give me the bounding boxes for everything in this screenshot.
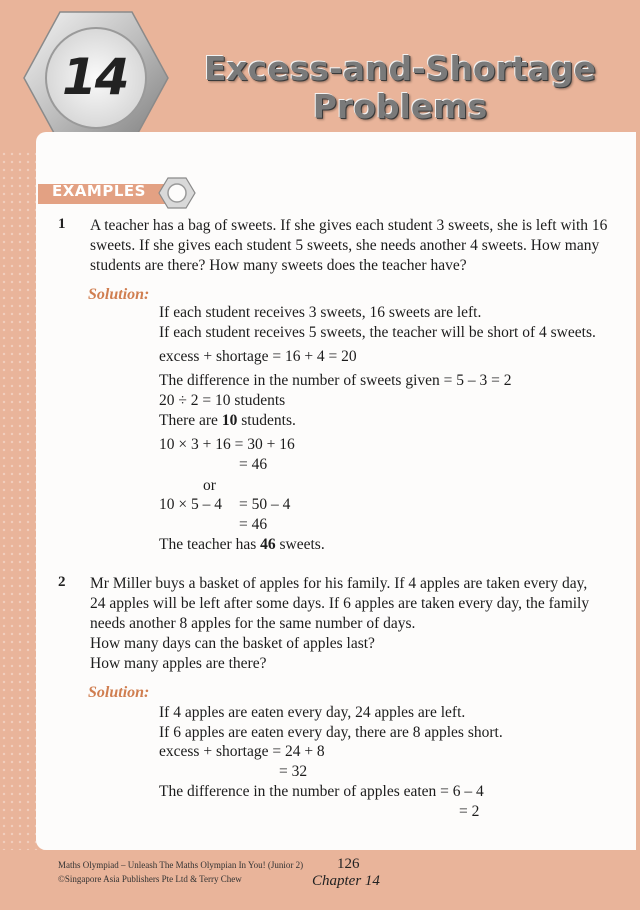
solution-line: 10 × 3 + 16 = 30 + 16	[159, 436, 295, 453]
question-line: A teacher has a bag of sweets. If she gives each student 3 sweets, she is left with 16	[90, 217, 608, 234]
solution-line: or	[203, 477, 216, 494]
book-title: Maths Olympiad – Unleash The Maths Olympian In You! (Junior 2)	[58, 860, 304, 870]
small-nut-icon	[158, 176, 196, 210]
page-number: 126	[337, 856, 360, 872]
copyright: ©Singapore Asia Publishers Pte Ltd & Terry Chew	[58, 874, 242, 884]
solution-label: Solution:	[88, 286, 150, 303]
answer-value: 10	[221, 412, 238, 429]
question-line: needs another 8 apples for the same number of days.	[90, 615, 416, 632]
text-segment: The teacher has	[159, 536, 261, 553]
question-line: students are there? How many sweets does the teacher have?	[90, 257, 467, 274]
solution-line: If each student receives 3 sweets, 16 sweets are left.	[159, 304, 482, 321]
text-segment: There are	[159, 412, 222, 429]
solution-line: If each student receives 5 sweets, the teacher will be short of 4 sweets.	[159, 324, 596, 341]
chapter-label: Chapter 14	[312, 873, 380, 889]
chapter-number: 14	[62, 48, 128, 106]
solution-line	[159, 535, 325, 555]
examples-heading: EXAMPLES	[52, 182, 146, 200]
solution-line: The difference in the number of apples eaten = 6 – 4	[159, 783, 484, 800]
question-line: How many days can the basket of apples last?	[90, 635, 375, 652]
solution-line: = 46	[239, 516, 268, 533]
question-line: 24 apples will be left after some days. If 6 apples are taken every day, the family	[90, 595, 590, 612]
solution-line: The difference in the number of sweets given = 5 – 3 = 2	[159, 372, 512, 389]
solution-line	[159, 411, 296, 431]
solution-line: = 50 – 4	[239, 496, 291, 513]
text-segment: students.	[237, 412, 296, 429]
solution-line: If 6 apples are eaten every day, there are 8 apples short.	[159, 724, 503, 741]
answer-value: 46	[260, 536, 276, 553]
title-line-2: Problems	[312, 87, 488, 126]
solution-line: excess + shortage = 24 + 8	[159, 743, 325, 760]
solution-line: = 2	[459, 803, 480, 820]
solution-line: 10 × 5 – 4	[159, 496, 222, 513]
question-line: How many apples are there?	[90, 655, 267, 672]
example-number: 1	[58, 216, 66, 232]
solution-line: = 46	[239, 456, 268, 473]
text-segment: sweets.	[275, 536, 325, 553]
example-number: 2	[58, 574, 66, 590]
title-line-1: Excess-and-Shortage	[203, 49, 597, 88]
example-question	[90, 574, 589, 674]
solution-label: Solution:	[88, 684, 150, 701]
question-line: sweets. If she gives each student 5 sweets, she needs another 4 sweets. How many	[90, 237, 600, 254]
footer-credits	[58, 858, 303, 886]
solution-line: If 4 apples are eaten every day, 24 apples are left.	[159, 704, 466, 721]
question-line: Mr Miller buys a basket of apples for his family. If 4 apples are taken every day,	[90, 575, 588, 592]
example-question	[90, 216, 607, 276]
solution-line: excess + shortage = 16 + 4 = 20	[159, 348, 357, 365]
solution-line: 20 ÷ 2 = 10 students	[159, 392, 286, 409]
solution-line: = 32	[279, 763, 308, 780]
page-title	[170, 50, 630, 126]
